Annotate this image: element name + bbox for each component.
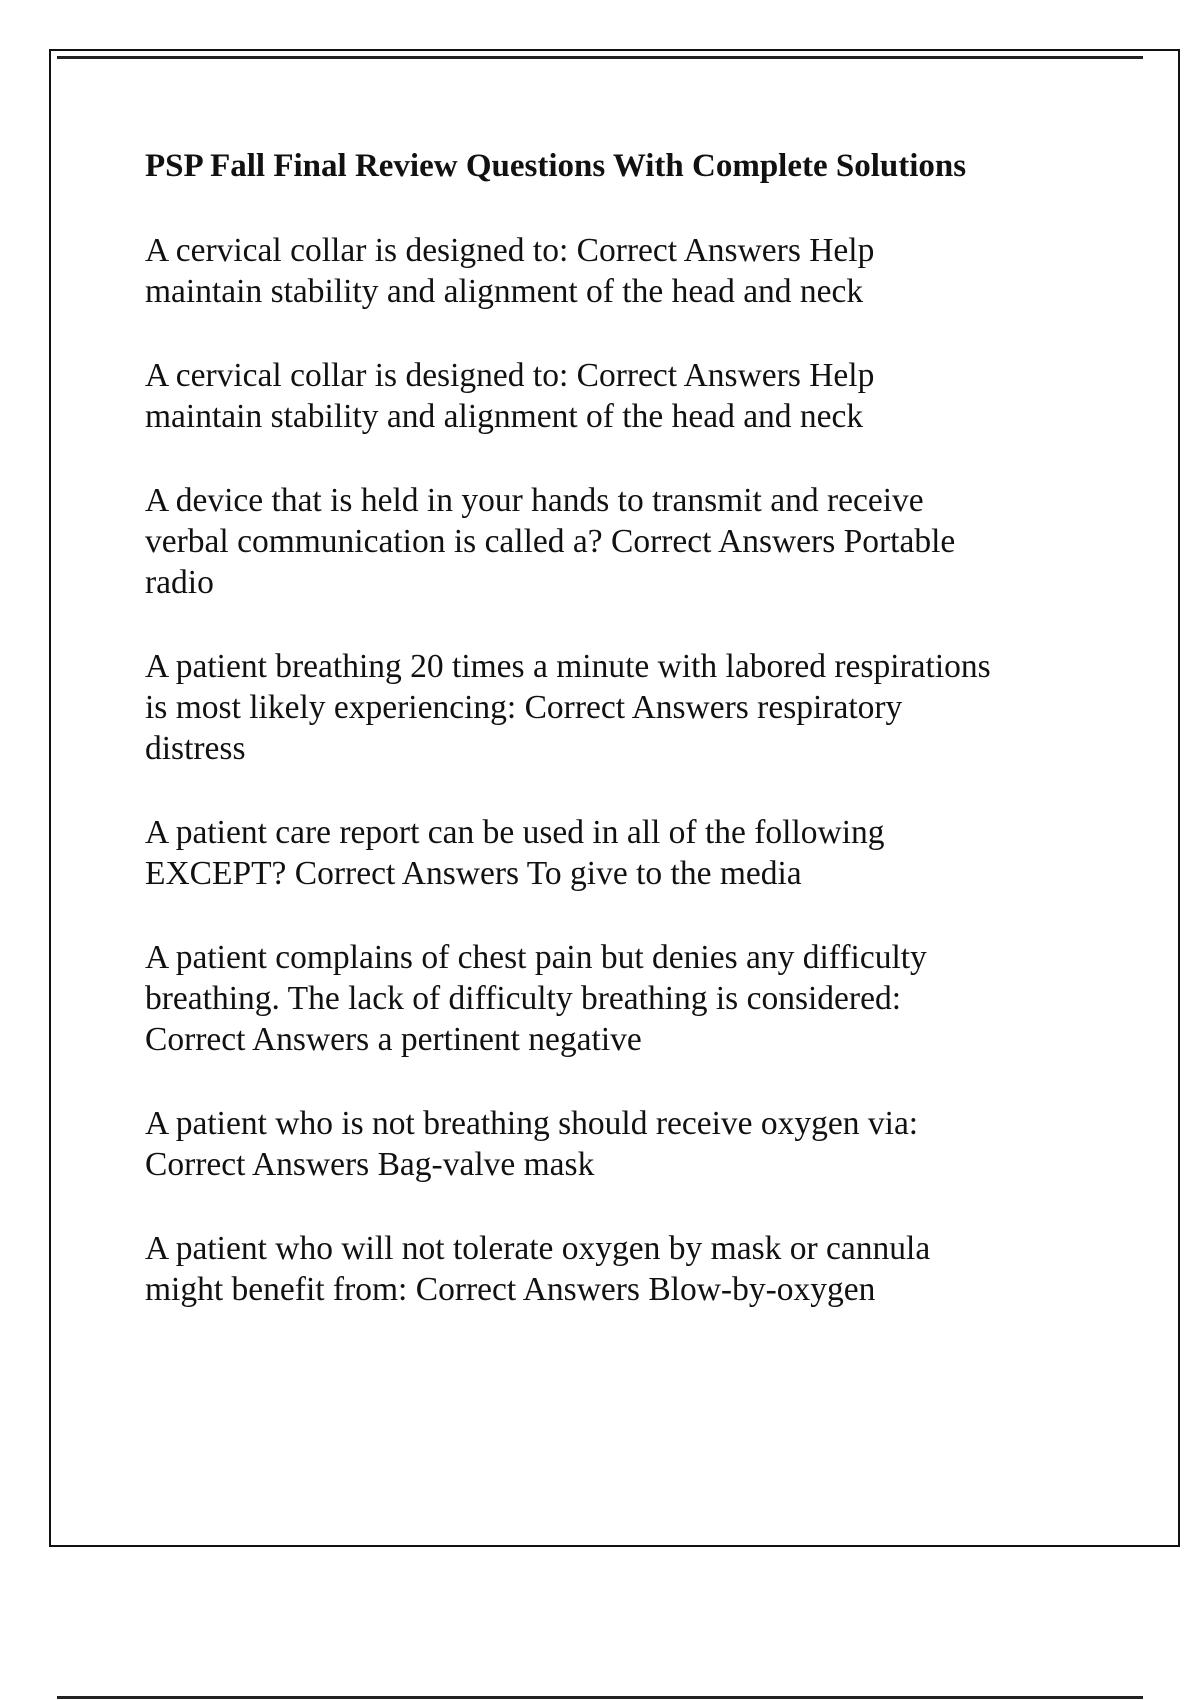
text-line: verbal communication is called a? Correct Answers Portable [145, 523, 956, 560]
question-answer-item [145, 937, 991, 1060]
text-line: maintain stability and alignment of the head and neck [145, 273, 864, 310]
text-line: A patient complains of chest pain but denies any difficulty [145, 939, 927, 976]
text-line: breathing. The lack of difficulty breathing is considered: [145, 980, 902, 1017]
question-answer-item [145, 1228, 991, 1310]
text-line: radio [145, 564, 214, 601]
text-line: A cervical collar is designed to: Correct Answers Help [145, 232, 875, 269]
footer-rule [57, 1696, 1143, 1699]
text-line: A cervical collar is designed to: Correct Answers Help [145, 357, 875, 394]
question-answer-item [145, 230, 991, 312]
text-line: A device that is held in your hands to transmit and receive [145, 482, 924, 519]
question-answer-item [145, 480, 991, 603]
text-line: A patient who is not breathing should receive oxygen via: [145, 1105, 919, 1142]
text-line: EXCEPT? Correct Answers To give to the media [145, 855, 802, 892]
question-answer-item [145, 646, 991, 769]
text-line: distress [145, 730, 246, 767]
question-answer-item [145, 1103, 991, 1185]
header-rule [57, 56, 1143, 59]
text-line: maintain stability and alignment of the head and neck [145, 398, 864, 435]
document-title: PSP Fall Final Review Questions With Complete Solutions [145, 148, 967, 184]
question-answer-item [145, 812, 991, 894]
text-line: A patient care report can be used in all of the following [145, 814, 885, 851]
text-line: is most likely experiencing: Correct Answers respiratory [145, 689, 903, 726]
text-line: A patient who will not tolerate oxygen by mask or cannula [145, 1230, 931, 1267]
text-line: Correct Answers a pertinent negative [145, 1021, 642, 1058]
text-line: Correct Answers Bag-valve mask [145, 1146, 595, 1183]
text-line: A patient breathing 20 times a minute with labored respirations [145, 648, 991, 685]
text-line: might benefit from: Correct Answers Blow-by-oxygen [145, 1271, 876, 1308]
question-list [145, 230, 991, 1353]
question-answer-item [145, 355, 991, 437]
